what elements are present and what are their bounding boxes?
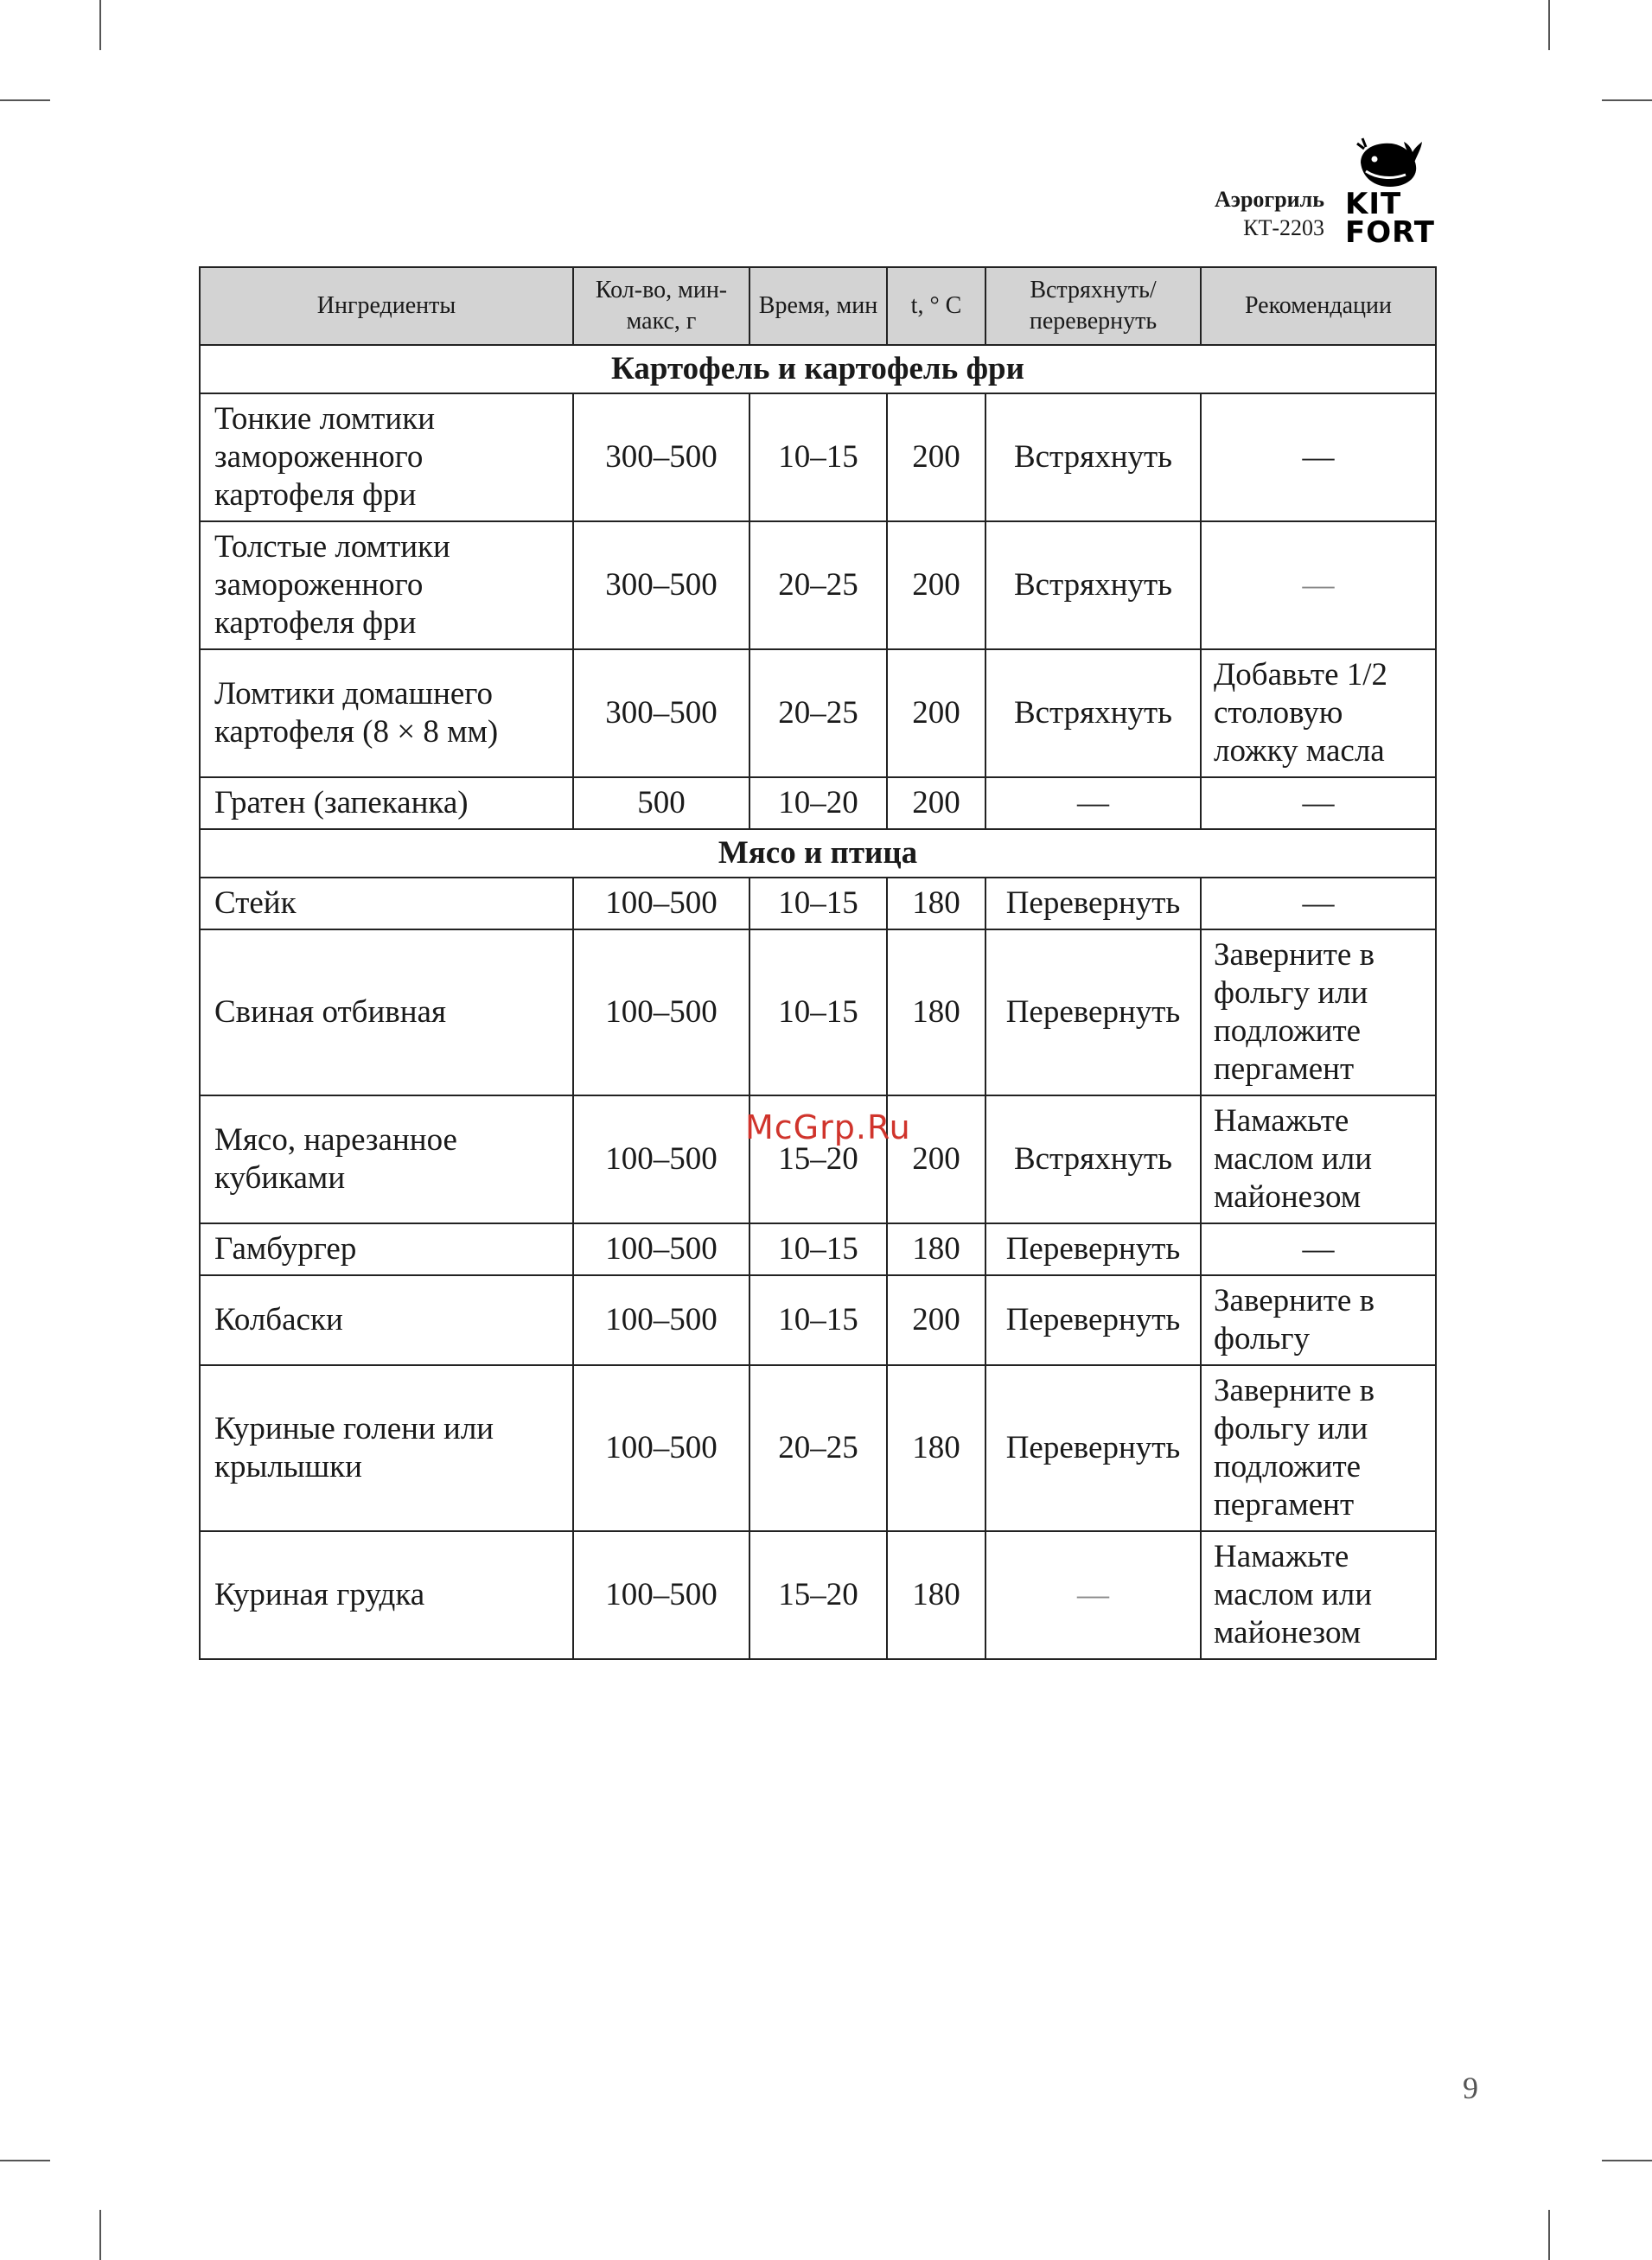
cell-action: Встряхнуть <box>985 649 1201 777</box>
cell-action: Перевернуть <box>985 1365 1201 1531</box>
cell-ingredient: Стейк <box>200 878 573 929</box>
cell-temperature: 200 <box>887 777 985 829</box>
cell-quantity: 300–500 <box>573 521 749 649</box>
cell-time: 20–25 <box>749 649 887 777</box>
brand-logo <box>1345 137 1466 249</box>
cell-temperature: 200 <box>887 1095 985 1223</box>
section-title: Мясо и птица <box>200 829 1436 878</box>
product-name: Аэрогриль <box>1214 187 1324 212</box>
cell-ingredient: Мясо, нарезанное кубиками <box>200 1095 573 1223</box>
col-header-time: Время, мин <box>749 267 887 345</box>
brand-wordmark <box>1345 187 1435 250</box>
table-row <box>200 777 1436 829</box>
crop-mark <box>1548 0 1550 50</box>
cell-recommendation: Заверните в фольгу или подложите пергамент <box>1201 929 1436 1095</box>
whale-logo-icon <box>1354 137 1423 190</box>
cell-quantity: 100–500 <box>573 1531 749 1659</box>
cell-time: 20–25 <box>749 1365 887 1531</box>
cell-action: Перевернуть <box>985 929 1201 1095</box>
cell-recommendation: Намажьте маслом или майонезом <box>1201 1531 1436 1659</box>
table-row <box>200 649 1436 777</box>
section-row <box>200 829 1436 878</box>
cell-temperature: 180 <box>887 1223 985 1275</box>
cell-quantity: 100–500 <box>573 1095 749 1223</box>
col-header-ingredients: Ингредиенты <box>200 267 573 345</box>
crop-mark <box>99 2210 101 2260</box>
cell-recommendation: Добавьте 1/2 столовую ложку масла <box>1201 649 1436 777</box>
cell-time: 10–15 <box>749 929 887 1095</box>
cell-temperature: 200 <box>887 393 985 521</box>
cell-recommendation: Заверните в фольгу <box>1201 1275 1436 1365</box>
section-title: Картофель и картофель фри <box>200 345 1436 393</box>
cell-quantity: 100–500 <box>573 929 749 1095</box>
cooking-table <box>199 266 1437 1660</box>
table-row <box>200 878 1436 929</box>
page-number: 9 <box>1463 2071 1478 2105</box>
cell-time: 10–15 <box>749 1275 887 1365</box>
cell-action: Перевернуть <box>985 1223 1201 1275</box>
col-header-action: Встряхнуть/ перевернуть <box>985 267 1201 345</box>
section-row <box>200 345 1436 393</box>
cell-quantity: 300–500 <box>573 393 749 521</box>
table-header-row <box>200 267 1436 345</box>
cell-ingredient: Свиная отбивная <box>200 929 573 1095</box>
cell-time: 10–15 <box>749 878 887 929</box>
cell-action: Встряхнуть <box>985 393 1201 521</box>
watermark: McGrp.Ru <box>745 1108 911 1146</box>
cell-recommendation: — <box>1201 878 1436 929</box>
cell-action: — <box>985 777 1201 829</box>
cell-ingredient: Куриные голени или крылышки <box>200 1365 573 1531</box>
cell-temperature: 200 <box>887 649 985 777</box>
cell-temperature: 180 <box>887 1531 985 1659</box>
cell-temperature: 180 <box>887 878 985 929</box>
table-row <box>200 929 1436 1095</box>
brand-line-2: FORT <box>1345 215 1435 250</box>
cell-ingredient: Куриная грудка <box>200 1531 573 1659</box>
table-row <box>200 1365 1436 1531</box>
cell-time: 20–25 <box>749 521 887 649</box>
cell-ingredient: Колбаски <box>200 1275 573 1365</box>
cell-ingredient: Гамбургер <box>200 1223 573 1275</box>
cell-quantity: 300–500 <box>573 649 749 777</box>
cell-recommendation: — <box>1201 521 1436 649</box>
cell-action: Встряхнуть <box>985 521 1201 649</box>
col-header-recommendations: Рекомендации <box>1201 267 1436 345</box>
cell-time: 15–20 <box>749 1531 887 1659</box>
cell-temperature: 180 <box>887 1365 985 1531</box>
cell-recommendation: — <box>1201 777 1436 829</box>
cell-temperature: 200 <box>887 1275 985 1365</box>
col-header-temperature: t, ° C <box>887 267 985 345</box>
cell-time: 10–15 <box>749 1223 887 1275</box>
cell-action: Встряхнуть <box>985 1095 1201 1223</box>
page-header <box>1215 185 1324 242</box>
cell-ingredient: Гратен (запеканка) <box>200 777 573 829</box>
cell-time: 15–20 <box>749 1095 887 1223</box>
table-row <box>200 393 1436 521</box>
cell-temperature: 180 <box>887 929 985 1095</box>
cell-action: Перевернуть <box>985 878 1201 929</box>
crop-mark <box>99 0 101 50</box>
table-row <box>200 1275 1436 1365</box>
crop-mark <box>1548 2210 1550 2260</box>
cell-quantity: 500 <box>573 777 749 829</box>
brand-line-1: KIT <box>1345 187 1402 221</box>
product-model: КТ-2203 <box>1243 215 1324 240</box>
cell-quantity: 100–500 <box>573 1275 749 1365</box>
crop-mark <box>0 99 50 101</box>
cell-recommendation: — <box>1201 393 1436 521</box>
cell-action: — <box>985 1531 1201 1659</box>
cell-action: Перевернуть <box>985 1275 1201 1365</box>
cell-quantity: 100–500 <box>573 1365 749 1531</box>
table-row <box>200 1531 1436 1659</box>
col-header-quantity: Кол-во, мин-макс, г <box>573 267 749 345</box>
cell-ingredient: Тонкие ломтики замороженного картофеля фри <box>200 393 573 521</box>
cell-quantity: 100–500 <box>573 878 749 929</box>
cell-time: 10–20 <box>749 777 887 829</box>
cell-time: 10–15 <box>749 393 887 521</box>
cell-ingredient: Ломтики домашнего картофеля (8 × 8 мм) <box>200 649 573 777</box>
crop-mark <box>0 2160 50 2161</box>
cell-recommendation: Заверните в фольгу или подложите пергамент <box>1201 1365 1436 1531</box>
cell-temperature: 200 <box>887 521 985 649</box>
cell-ingredient: Толстые ломтики замороженного картофеля фри <box>200 521 573 649</box>
table-row <box>200 521 1436 649</box>
cell-recommendation: — <box>1201 1223 1436 1275</box>
crop-mark <box>1602 2160 1652 2161</box>
table-row <box>200 1223 1436 1275</box>
cell-quantity: 100–500 <box>573 1223 749 1275</box>
crop-mark <box>1602 99 1652 101</box>
cell-recommendation: Намажьте маслом или майонезом <box>1201 1095 1436 1223</box>
